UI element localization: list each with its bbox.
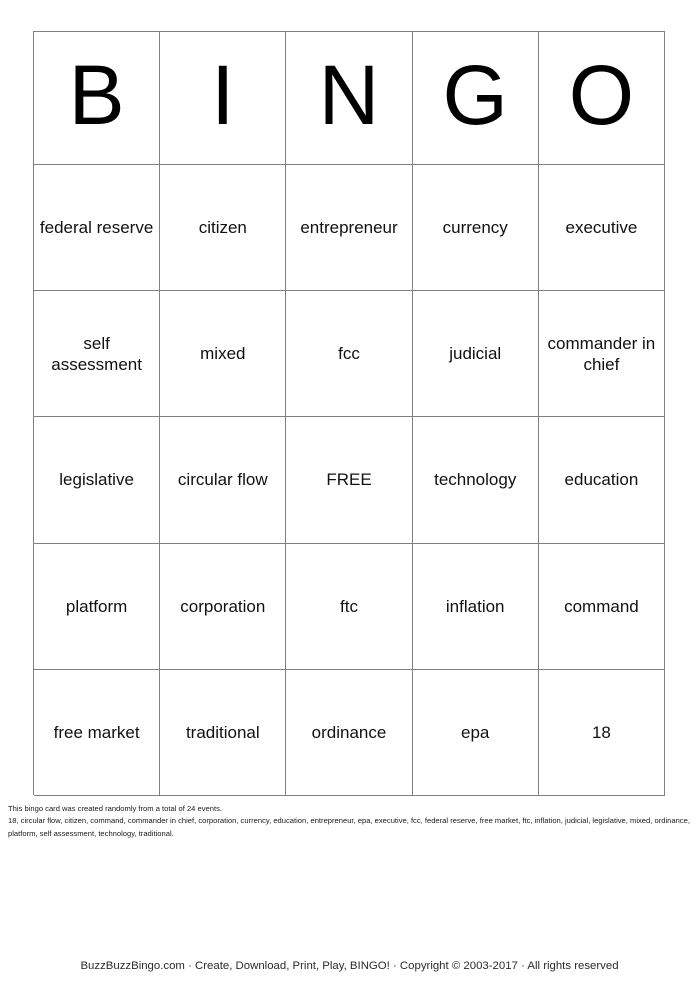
card-legend bbox=[8, 803, 693, 840]
bingo-cell-free-space[interactable]: FREE bbox=[286, 417, 412, 543]
bingo-cell-r3c2[interactable]: circular flow bbox=[160, 417, 286, 543]
bingo-header-row bbox=[34, 32, 665, 165]
bingo-row-2 bbox=[34, 291, 665, 417]
header-letter-b: B bbox=[34, 32, 160, 165]
site-footer-credit: BuzzBuzzBingo.com · Create, Download, Print, Play, BINGO! · Copyright © 2003-2017 · All rights reserved bbox=[80, 960, 619, 972]
bingo-row-1 bbox=[34, 165, 665, 291]
legend-summary: This bingo card was created randomly from a total of 24 events. bbox=[8, 804, 222, 813]
bingo-cell-r5c2[interactable]: traditional bbox=[160, 670, 286, 796]
bingo-cell-r5c4[interactable]: epa bbox=[413, 670, 539, 796]
bingo-cell-r4c1[interactable]: platform bbox=[34, 544, 160, 670]
bingo-cell-r5c3[interactable]: ordinance bbox=[286, 670, 412, 796]
bingo-cell-r2c4[interactable]: judicial bbox=[413, 291, 539, 417]
bingo-cell-r3c4[interactable]: technology bbox=[413, 417, 539, 543]
bingo-cell-r3c1[interactable]: legislative bbox=[34, 417, 160, 543]
bingo-cell-r1c2[interactable]: citizen bbox=[160, 165, 286, 291]
bingo-grid bbox=[33, 31, 665, 795]
bingo-cell-r2c2[interactable]: mixed bbox=[160, 291, 286, 417]
bingo-cell-r4c2[interactable]: corporation bbox=[160, 544, 286, 670]
bingo-cell-r2c5[interactable]: commander in chief bbox=[539, 291, 665, 417]
header-letter-g: G bbox=[413, 32, 539, 165]
bingo-cell-r1c3[interactable]: entrepreneur bbox=[286, 165, 412, 291]
header-letter-i: I bbox=[160, 32, 286, 165]
bingo-cell-r2c3[interactable]: fcc bbox=[286, 291, 412, 417]
bingo-cell-r2c1[interactable]: self assessment bbox=[34, 291, 160, 417]
bingo-row-3 bbox=[34, 417, 665, 543]
bingo-row-4 bbox=[34, 544, 665, 670]
bingo-cell-r5c1[interactable]: free market bbox=[34, 670, 160, 796]
bingo-row-5 bbox=[34, 670, 665, 796]
header-letter-n: N bbox=[286, 32, 412, 165]
bingo-cell-r4c5[interactable]: command bbox=[539, 544, 665, 670]
header-letter-o: O bbox=[539, 32, 665, 165]
bingo-cell-r1c4[interactable]: currency bbox=[413, 165, 539, 291]
bingo-cell-r4c3[interactable]: ftc bbox=[286, 544, 412, 670]
bingo-cell-r3c5[interactable]: education bbox=[539, 417, 665, 543]
legend-event-list: 18, circular flow, citizen, command, commander in chief, corporation, currency, education, entrepreneur, epa, executive, fcc, federal reserve, free market, ftc, inflation, judicial, legislative, mixed, ordinance, platform, self assessment, technology, traditional. bbox=[8, 816, 690, 838]
bingo-cell-r4c4[interactable]: inflation bbox=[413, 544, 539, 670]
bingo-cell-r1c1[interactable]: federal reserve bbox=[34, 165, 160, 291]
bingo-cell-r1c5[interactable]: executive bbox=[539, 165, 665, 291]
bingo-cell-r5c5[interactable]: 18 bbox=[539, 670, 665, 796]
